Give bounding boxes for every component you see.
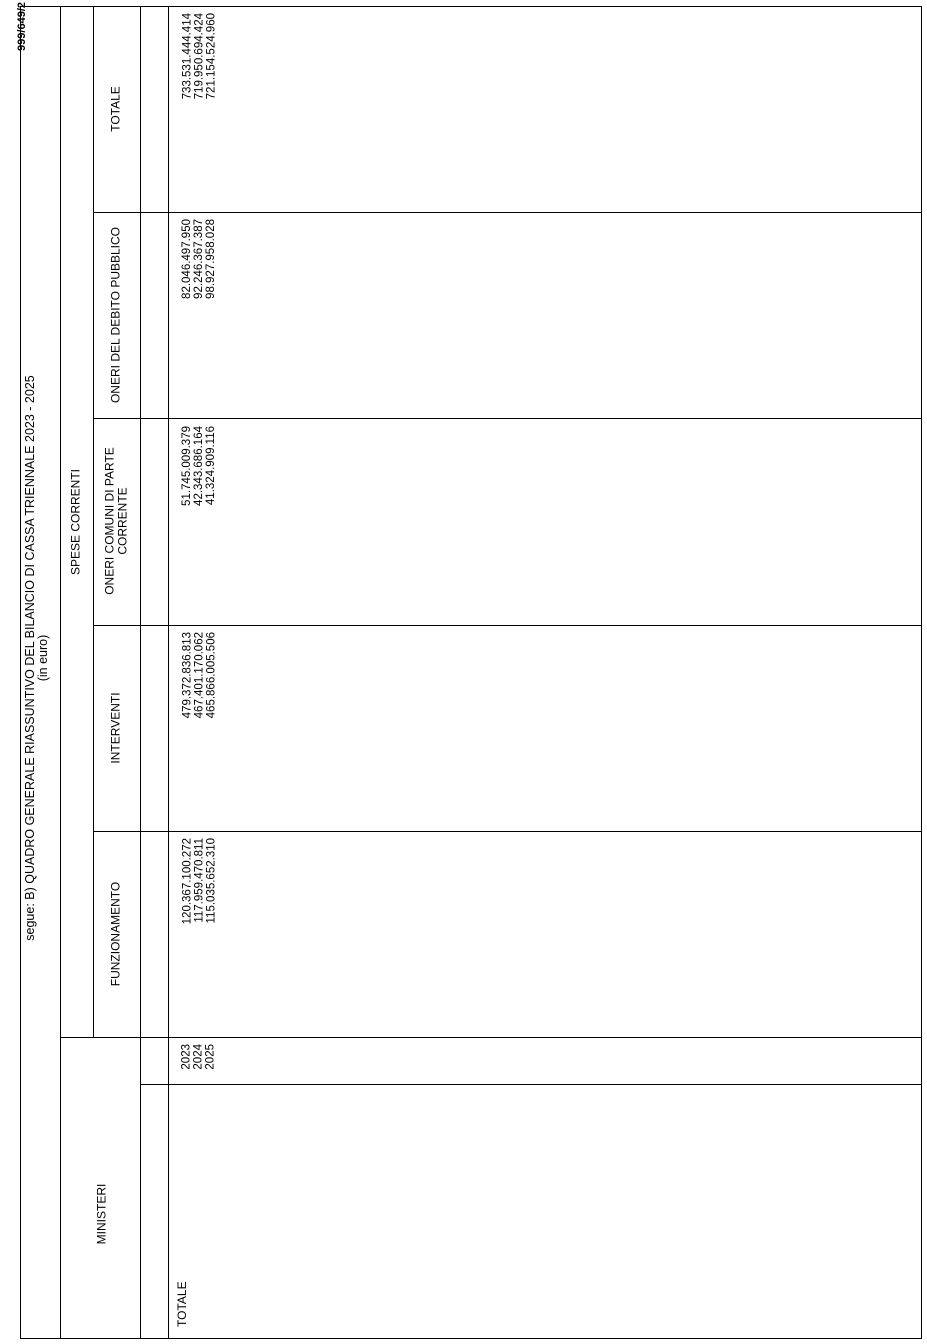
value-cell: 719.950.694.424 xyxy=(193,13,206,100)
year-value: 2025 xyxy=(205,1044,218,1070)
header-oneri-comuni xyxy=(103,447,128,595)
table-title xyxy=(24,375,50,940)
value-cell: 117.959.470.811 xyxy=(193,838,206,923)
page-code: 999/649/2 xyxy=(16,2,28,51)
value-cell: 733.531.444.414 xyxy=(181,13,193,100)
title-text: segue: B) QUADRO GENERALE RIASSUNTIVO DEL BILANCIO DI CASSA TRIENNALE 2023 - 2025 xyxy=(22,375,37,941)
header-oneri-comuni-line2: CORRENTE xyxy=(115,487,129,555)
subtitle-text: (in euro) xyxy=(36,634,50,682)
value-cell: 42.343.686.164 xyxy=(193,426,206,506)
value-cell: 467.401.170.062 xyxy=(193,632,206,719)
header-funzionamento: FUNZIONAMENTO xyxy=(108,881,123,987)
header-ministeri: MINISTERI xyxy=(94,1183,109,1245)
totale-values xyxy=(181,13,218,99)
spese-correnti-header: SPESE CORRENTI xyxy=(68,468,83,576)
value-cell: 51.745.009.379 xyxy=(181,426,193,506)
value-cell: 120.367.100.272 xyxy=(181,838,193,925)
year-value: 2024 xyxy=(193,1044,206,1070)
value-cell: 479.372.836.813 xyxy=(181,632,193,719)
years-cell xyxy=(181,1044,218,1070)
year-value: 2023 xyxy=(181,1044,193,1070)
interventi-values xyxy=(181,632,218,718)
header-oneri-comuni-line1: ONERI COMUNI DI PARTE xyxy=(102,447,117,595)
header-totale: TOTALE xyxy=(108,86,123,132)
oneri-debito-values xyxy=(181,219,218,299)
value-cell: 98.927.958.028 xyxy=(205,219,218,299)
oneri-comuni-values xyxy=(181,426,218,506)
value-cell: 41.324.909.116 xyxy=(205,426,218,506)
row-label-totale: TOTALE xyxy=(175,1281,189,1327)
header-interventi: INTERVENTI xyxy=(108,692,123,764)
funzionamento-values xyxy=(181,838,218,924)
value-cell: 115.035.652.310 xyxy=(205,838,218,924)
value-cell: 92.246.367.387 xyxy=(193,219,206,299)
value-cell: 465.866.005.506 xyxy=(205,632,218,719)
header-oneri-debito: ONERI DEL DEBITO PUBBLICO xyxy=(108,226,123,404)
value-cell: 82.046.497.950 xyxy=(181,219,193,299)
value-cell: 721.154.524.960 xyxy=(205,13,218,100)
